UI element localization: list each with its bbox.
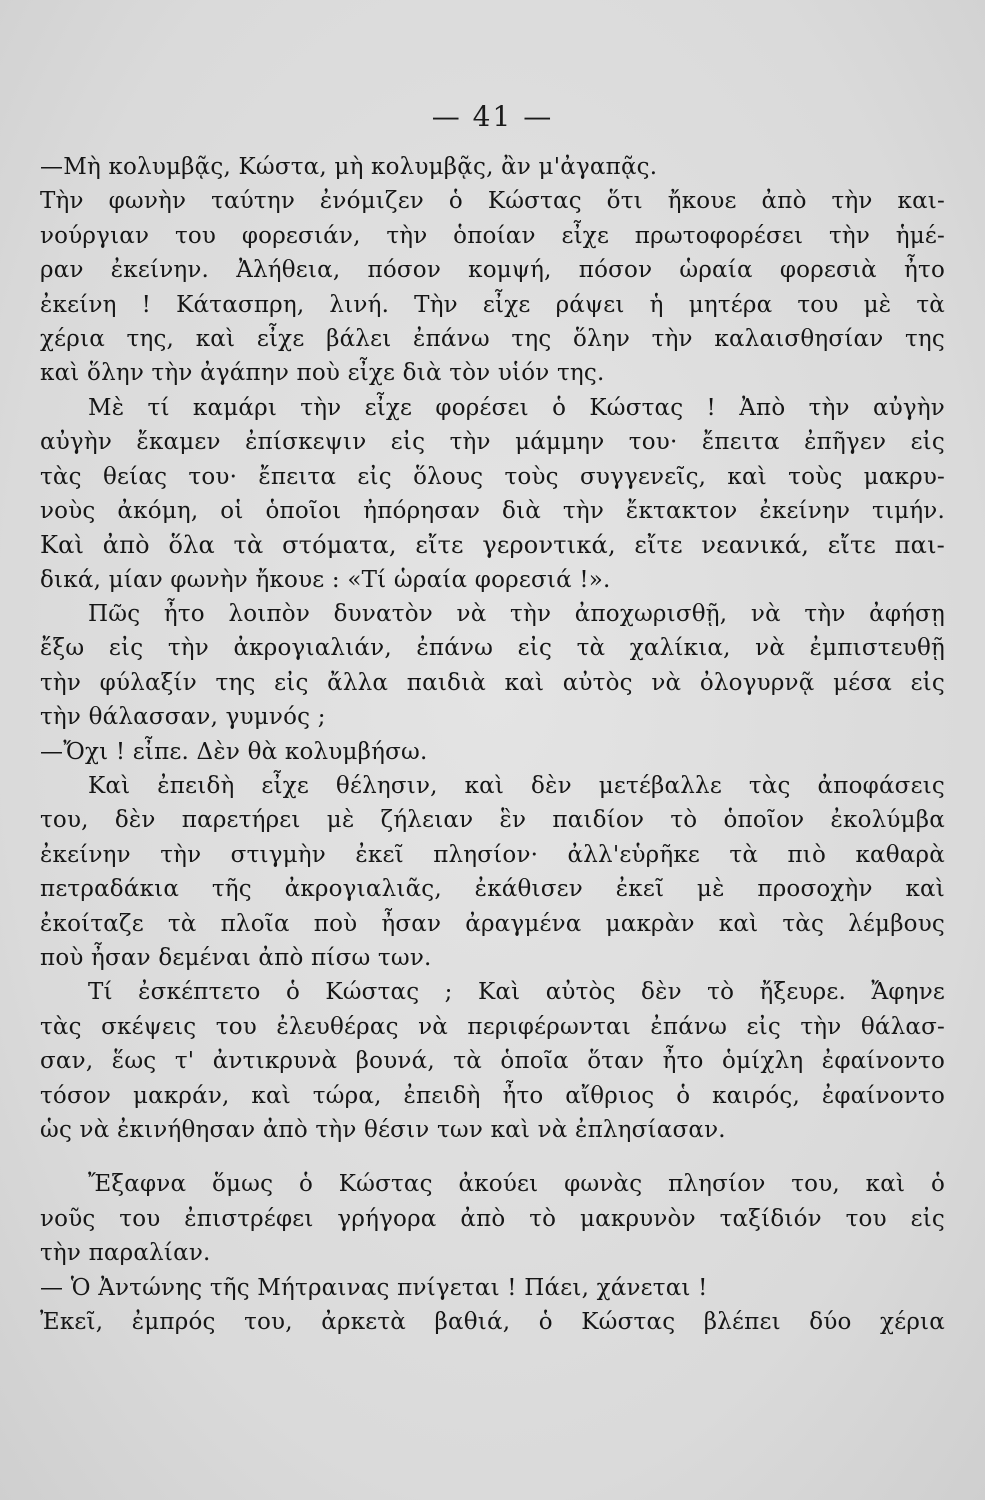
text-line: Καὶ ἐπειδὴ εἶχε θέλησιν, καὶ δὲν μετέβαλλε τὰς ἀποφάσεις xyxy=(88,773,945,800)
text-line: ποὺ ἦσαν δεμέναι ἀπὸ πίσω των. xyxy=(40,944,432,971)
text-line: Καὶ ἀπὸ ὅλα τὰ στόματα, εἴτε γεροντικά, εἴτε νεανικά, εἴτε παι- xyxy=(40,531,945,560)
text-line: Ἐκεῖ, ἐμπρός του, ἀρκετὰ βαθιά, ὁ Κώστας βλέπει δύο χέρια xyxy=(40,1308,945,1335)
text-line: ραν ἐκείνην. Ἀλήθεια, πόσον κομψή, πόσον ὡραία φορεσιὰ ἦτο xyxy=(40,257,945,284)
text-line: τὴν θάλασσαν, γυμνός ; xyxy=(40,704,326,731)
text-line: χέρια της, καὶ εἶχε βάλει ἐπάνω της ὅλην τὴν καλαισθησίαν της xyxy=(40,325,945,352)
text-line: Τί ἐσκέπτετο ὁ Κώστας ; Καὶ αὐτὸς δὲν τὸ ἤξευρε. Ἄφηνε xyxy=(88,979,945,1006)
text-line: τὴν παραλίαν. xyxy=(40,1240,211,1267)
text-line: Πῶς ἦτο λοιπὸν δυνατὸν νὰ τὴν ἀποχωρισθῇ, νὰ τὴν ἀφήσῃ xyxy=(88,601,945,628)
text-line: δικά, μίαν φωνὴν ἤκουε : «Τί ὡραία φορεσιά !». xyxy=(40,566,611,593)
text-line: καὶ ὅλην τὴν ἀγάπην ποὺ εἶχε διὰ τὸν υἱόν της. xyxy=(40,360,605,387)
text-line: τὴν φύλαξίν της εἰς ἄλλα παιδιὰ καὶ αὐτὸς νὰ ὀλογυρνᾷ μέσα εἰς xyxy=(40,669,945,696)
text-line: —Ὄχι ! εἶπε. Δὲν θὰ κολυμβήσω. xyxy=(40,738,428,765)
text-line: αὐγὴν ἔκαμεν ἐπίσκεψιν εἰς τὴν μάμμην του· ἔπειτα ἐπῆγεν εἰς xyxy=(40,429,945,456)
text-line: σαν, ἕως τ' ἀντικρυνὰ βουνά, τὰ ὁποῖα ὅταν ἦτο ὁμίχλη ἐφαίνοντο xyxy=(40,1048,945,1075)
text-line: ἔξω εἰς τὴν ἀκρογιαλιάν, ἐπάνω εἰς τὰ χαλίκια, νὰ ἐμπιστευθῇ xyxy=(40,635,945,662)
text-line: νούργιαν του φορεσιάν, τὴν ὁποίαν εἶχε πρωτοφορέσει τὴν ἡμέ- xyxy=(40,222,945,249)
text-line: νοὺς ἀκόμη, οἱ ὁποῖοι ἠπόρησαν διὰ τὴν ἔκτακτον ἐκείνην τιμήν. xyxy=(40,497,945,524)
text-line: του, δὲν παρετήρει μὲ ζήλειαν ἓν παιδίον τὸ ὁποῖον ἐκολύμβα xyxy=(40,807,945,834)
text-line: ἐκοίταζε τὰ πλοῖα ποὺ ἦσαν ἀραγμένα μακρὰν καὶ τὰς λέμβους xyxy=(40,910,945,937)
text-line: πετραδάκια τῆς ἀκρογιαλιᾶς, ἐκάθισεν ἐκεῖ μὲ προσοχὴν καὶ xyxy=(40,876,945,903)
text-line: Μὲ τί καμάρι τὴν εἶχε φορέσει ὁ Κώστας ! Ἀπὸ τὴν αὐγὴν xyxy=(88,394,945,421)
text-line: —Μὴ κολυμβᾷς, Κώστα, μὴ κολυμβᾷς, ἂν μ'ἀγαπᾷς. xyxy=(40,154,658,180)
text-line: ἐκείνην τὴν στιγμὴν ἐκεῖ πλησίον· ἀλλ'εὑρῆκε τὰ πιὸ καθαρὰ xyxy=(40,841,945,868)
text-line: νοῦς του ἐπιστρέφει γρήγορα ἀπὸ τὸ μακρυνὸν ταξίδιόν του εἰς xyxy=(40,1205,945,1232)
text-line: τὰς θείας του· ἔπειτα εἰς ὅλους τοὺς συγγενεῖς, καὶ τοὺς μακρυ- xyxy=(40,463,945,490)
page-number: — 41 — xyxy=(431,100,554,133)
text-line: τὰς σκέψεις του ἐλευθέρας νὰ περιφέρωνται ἐπάνω εἰς τὴν θάλασ- xyxy=(40,1013,945,1040)
text-line: Τὴν φωνὴν ταύτην ἐνόμιζεν ὁ Κώστας ὅτι ἤκουε ἀπὸ τὴν και- xyxy=(40,188,945,215)
text-line: — Ὁ Ἀντώνης τῆς Μήτραινας πνίγεται ! Πάει, χάνεται ! xyxy=(40,1274,708,1301)
text-line: τόσον μακράν, καὶ τώρα, ἐπειδὴ ἦτο αἴθριος ὁ καιρός, ἐφαίνοντο xyxy=(40,1082,945,1109)
text-line: ὡς νὰ ἐκινήθησαν ἀπὸ τὴν θέσιν των καὶ νὰ ἐπλησίασαν. xyxy=(40,1116,726,1143)
text-line: Ἔξαφνα ὅμως ὁ Κώστας ἀκούει φωνὰς πλησίον του, καὶ ὁ xyxy=(88,1171,945,1198)
text-line: ἐκείνη ! Κάτασπρη, λινή. Τὴν εἶχε ράψει ἡ μητέρα του μὲ τὰ xyxy=(40,291,945,318)
body-text xyxy=(40,150,945,1339)
